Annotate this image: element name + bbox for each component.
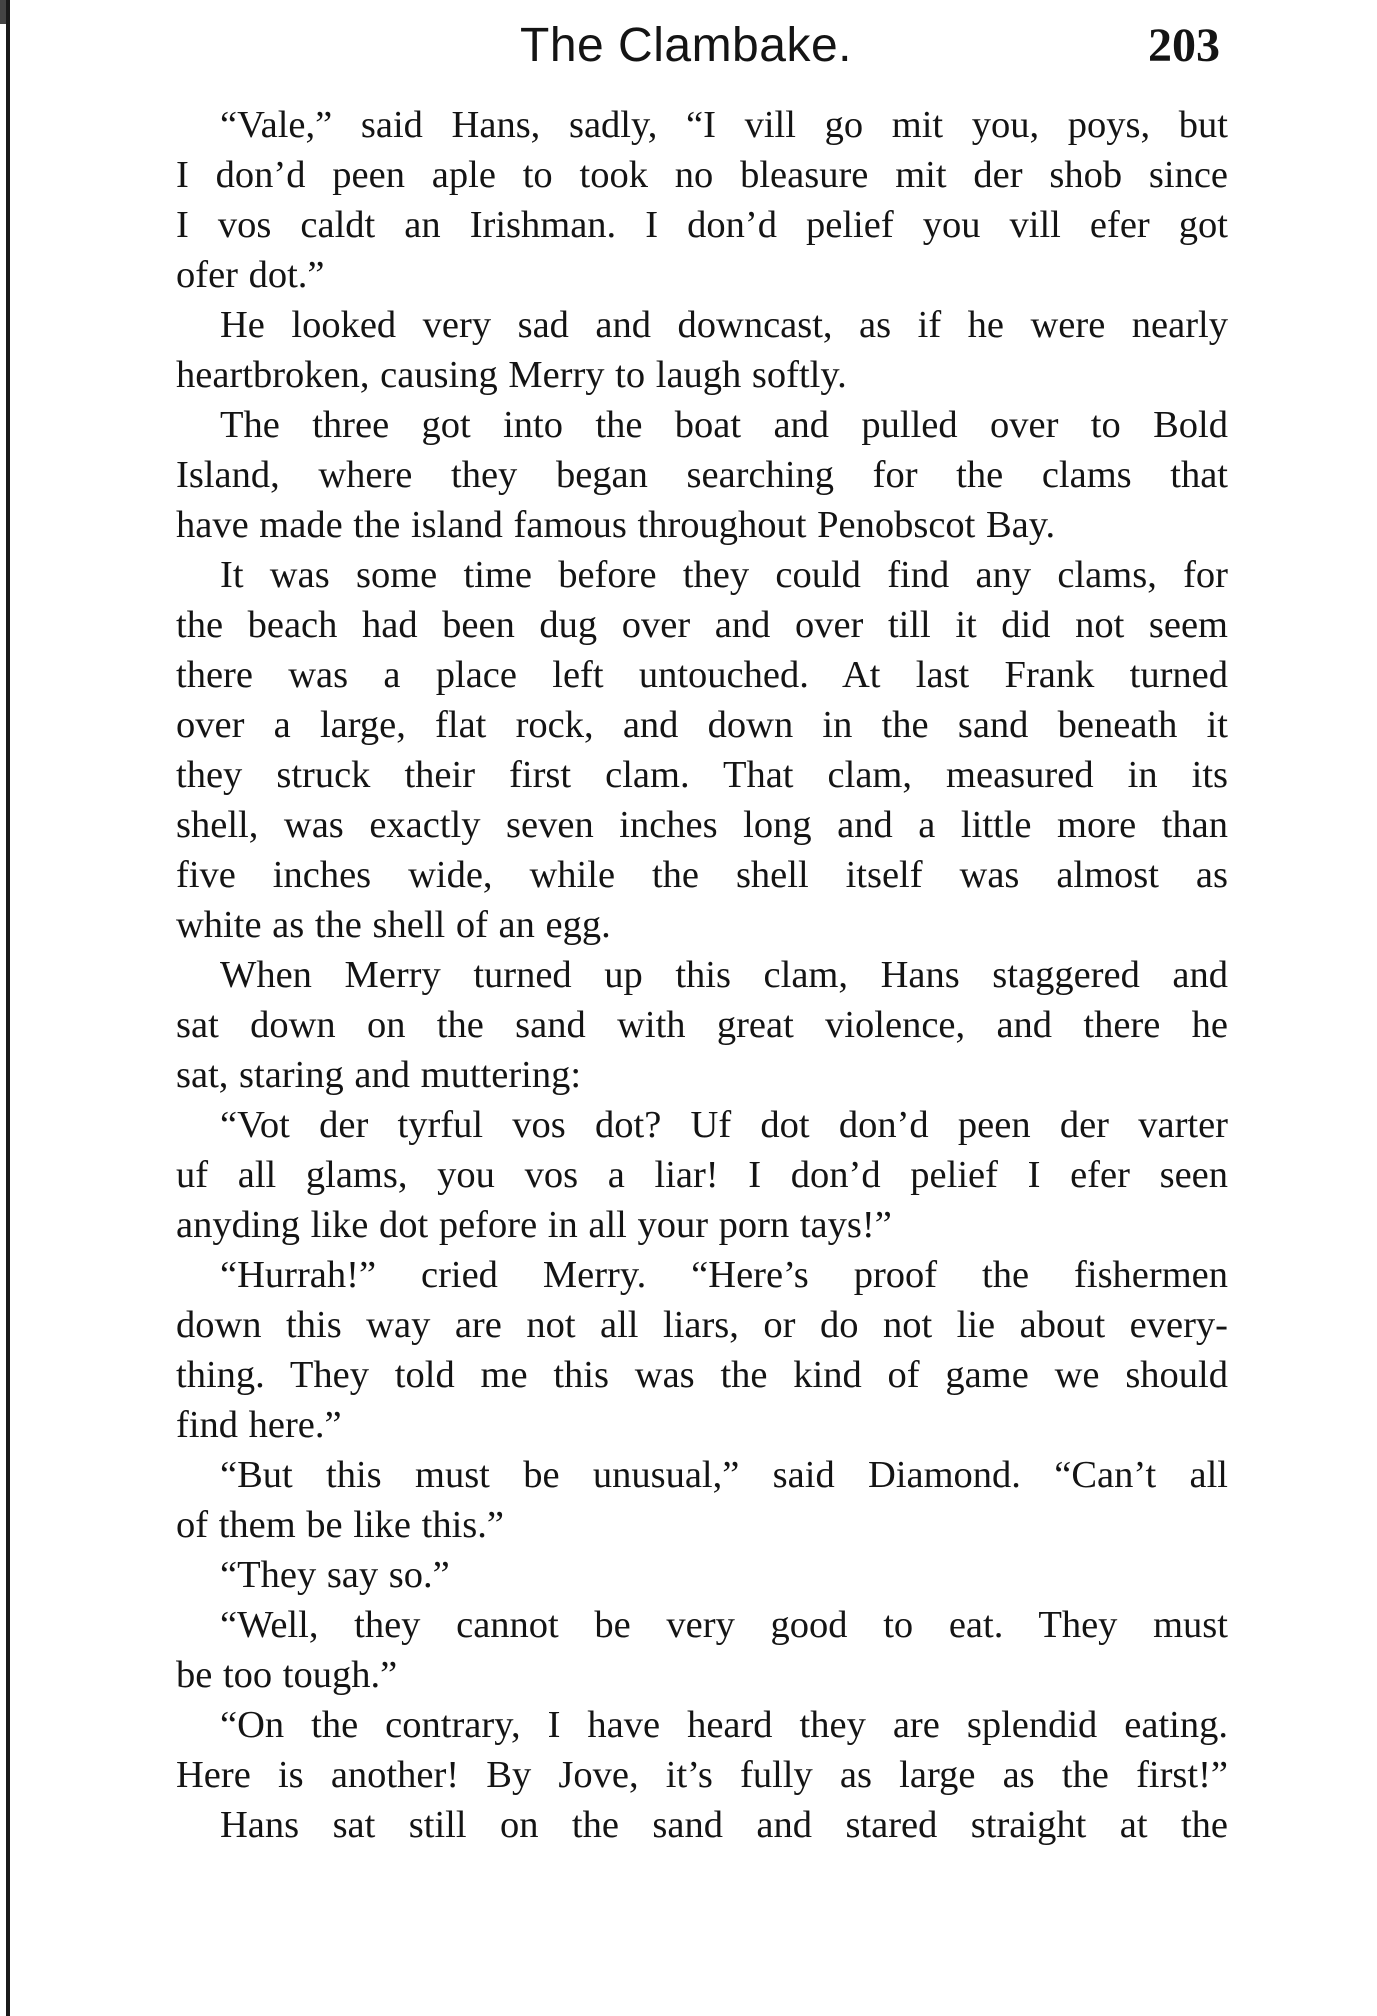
text-line: “They say so.” [220, 1554, 450, 1596]
text-line: be too tough.” [176, 1654, 398, 1696]
text-line: have made the island famous throughout Penobscot Bay. [176, 504, 1056, 546]
text-line: “But this must be unusual,” said Diamond. “Can’t all [220, 1454, 1228, 1496]
text-line: thing. They told me this was the kind of game we should [176, 1354, 1228, 1396]
text-line: sat down on the sand with great violence, and there he [176, 1004, 1228, 1046]
text-line: “Hurrah!” cried Merry. “Here’s proof the fishermen [220, 1254, 1228, 1296]
running-title: The Clambake. [520, 19, 852, 72]
text-line: I vos caldt an Irishman. I don’d pelief you vill efer got [176, 204, 1228, 246]
text-line: “Well, they cannot be very good to eat. They must [220, 1604, 1228, 1646]
text-line: He looked very sad and downcast, as if he were nearly [220, 304, 1228, 346]
body-text [176, 100, 1228, 1850]
text-line: ofer dot.” [176, 254, 325, 296]
text-line: It was some time before they could find any clams, for [220, 554, 1228, 596]
text-line: sat, staring and muttering: [176, 1054, 582, 1096]
text-line: there was a place left untouched. At last Frank turned [176, 654, 1228, 696]
text-line: I don’d peen aple to took no bleasure mit der shob since [176, 154, 1228, 196]
text-line: The three got into the boat and pulled over to Bold [220, 404, 1228, 446]
text-line: find here.” [176, 1404, 342, 1446]
text-line: “Vot der tyrful vos dot? Uf dot don’d peen der varter [220, 1104, 1228, 1146]
text-line: five inches wide, while the shell itself was almost as [176, 854, 1228, 896]
text-line: the beach had been dug over and over till it did not seem [176, 604, 1228, 646]
text-line: white as the shell of an egg. [176, 904, 611, 946]
text-line: over a large, flat rock, and down in the sand beneath it [176, 704, 1228, 746]
text-line: they struck their first clam. That clam, measured in its [176, 754, 1228, 796]
text-line: of them be like this.” [176, 1504, 504, 1546]
text-line: Island, where they began searching for the clams that [176, 454, 1228, 496]
text-line: down this way are not all liars, or do not lie about every- [176, 1304, 1228, 1346]
page-binding-edge [6, 0, 10, 2016]
text-line: heartbroken, causing Merry to laugh softly. [176, 354, 847, 396]
text-line: Hans sat still on the sand and stared straight at the [220, 1804, 1228, 1846]
text-line: anyding like dot pefore in all your porn tays!” [176, 1204, 892, 1246]
text-line: Here is another! By Jove, it’s fully as large as the first!” [176, 1754, 1228, 1796]
text-line: “On the contrary, I have heard they are splendid eating. [220, 1704, 1228, 1746]
text-line: “Vale,” said Hans, sadly, “I vill go mit you, poys, but [220, 104, 1228, 146]
text-line: shell, was exactly seven inches long and a little more than [176, 804, 1228, 846]
text-line: uf all glams, you vos a liar! I don’d pelief I efer seen [176, 1154, 1228, 1196]
page-number: 203 [1148, 19, 1220, 72]
text-line: When Merry turned up this clam, Hans staggered and [220, 954, 1228, 996]
